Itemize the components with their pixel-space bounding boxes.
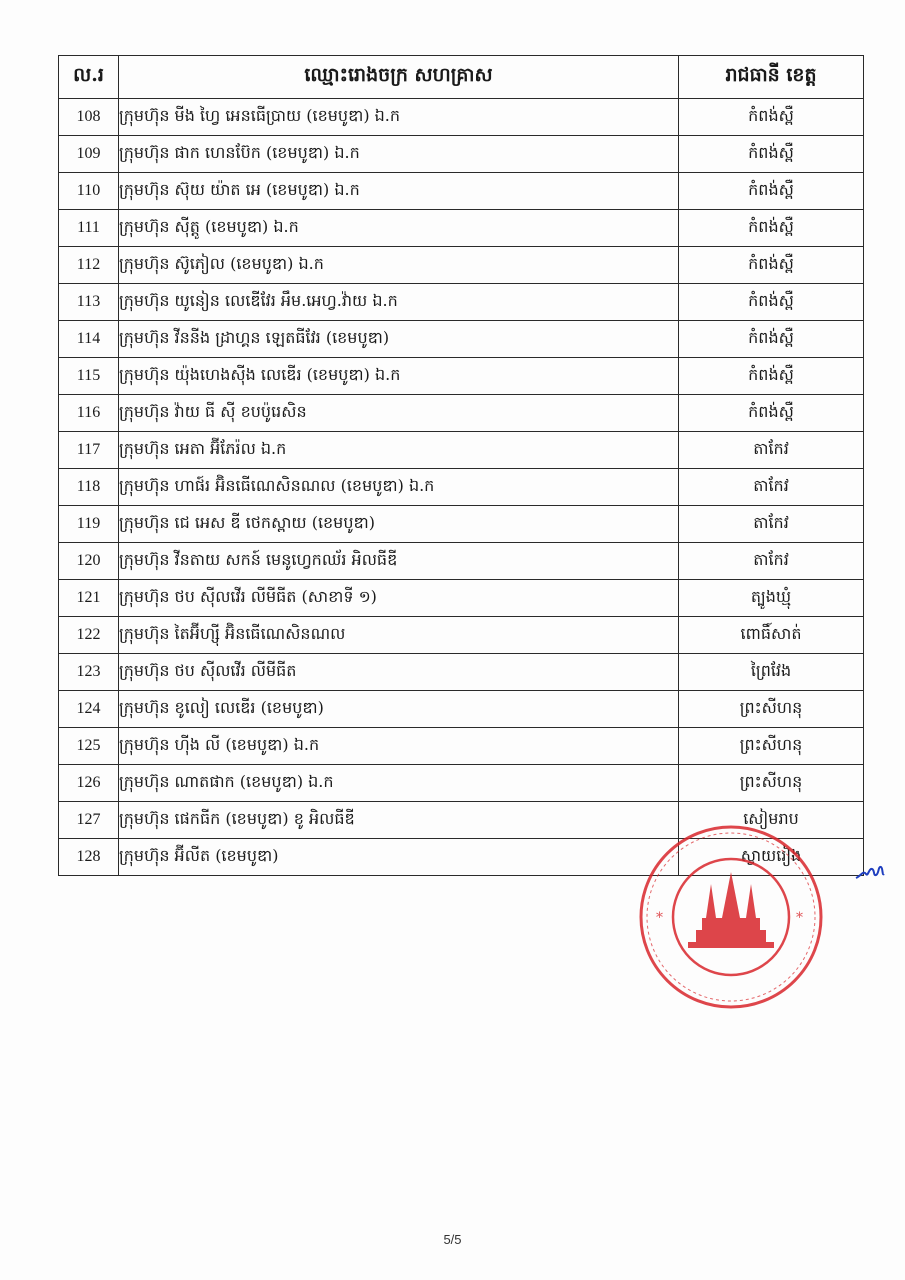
company-name: ក្រុមហ៊ុន ហ៊ីង លី (ខេមបូឌា) ឯ.ក [119, 728, 679, 765]
table-row [59, 432, 864, 469]
province-name: ព្រះសីហនុ [679, 765, 864, 802]
header-province: រាជធានី ខេត្ត [679, 56, 864, 99]
province-name: កំពង់ស្ពឺ [679, 210, 864, 247]
table-row [59, 728, 864, 765]
province-name: កំពង់ស្ពឺ [679, 395, 864, 432]
company-name: ក្រុមហ៊ុន ផាក ហេនប៊ែក (ខេមបូឌា) ឯ.ក [119, 136, 679, 173]
company-name: ក្រុមហ៊ុន តៃអ៊ីហ្ស៊ី អ៊ិនធើណេសិនណល [119, 617, 679, 654]
province-name: ពោធិ៍សាត់ [679, 617, 864, 654]
province-name: ព្រៃវែង [679, 654, 864, 691]
company-name: ក្រុមហ៊ុន ថប ស៊ីលវើរ លីមីធីត [119, 654, 679, 691]
company-name: ក្រុមហ៊ុន វីនតាយ សកន៍ មេនូហ្វេកឈ័រ អិលធីឌី [119, 543, 679, 580]
row-number: 126 [59, 765, 119, 802]
table-row [59, 617, 864, 654]
province-name: កំពង់ស្ពឺ [679, 173, 864, 210]
company-name: ក្រុមហ៊ុន វីននីង ដ្រាហ្គន ឡេតធីវែរ (ខេមបូឌា) [119, 321, 679, 358]
table-row [59, 543, 864, 580]
row-number: 122 [59, 617, 119, 654]
company-name: ក្រុមហ៊ុន ខូលៀ លេឌើរ (ខេមបូឌា) [119, 691, 679, 728]
table-row [59, 284, 864, 321]
company-name: ក្រុមហ៊ុន ថប ស៊ីលវើរ លីមីធីត (សាខាទី ១) [119, 580, 679, 617]
table-row [59, 358, 864, 395]
row-number: 124 [59, 691, 119, 728]
row-number: 110 [59, 173, 119, 210]
province-name: កំពង់ស្ពឺ [679, 321, 864, 358]
row-number: 109 [59, 136, 119, 173]
company-name: ក្រុមហ៊ុន ហាផ៍រ អ៊ិនធើណេសិនណល (ខេមបូឌា) ឯ.ក [119, 469, 679, 506]
row-number: 119 [59, 506, 119, 543]
row-number: 117 [59, 432, 119, 469]
table-row [59, 654, 864, 691]
company-name: ក្រុមហ៊ុន មីង ហ្វៃ អេនធើប្រាយ (ខេមបូឌា) ឯ.ក [119, 99, 679, 136]
table-row [59, 691, 864, 728]
row-number: 118 [59, 469, 119, 506]
company-table [58, 55, 864, 876]
row-number: 128 [59, 839, 119, 876]
svg-text:*: * [796, 910, 803, 926]
row-number: 121 [59, 580, 119, 617]
row-number: 108 [59, 99, 119, 136]
row-number: 120 [59, 543, 119, 580]
page-number: 5/5 [443, 1232, 462, 1247]
company-name: ក្រុមហ៊ុន យូនៀន លេឌើវែរ អឹម.អេហ្វ.វ៉ាយ ឯ.ក [119, 284, 679, 321]
row-number: 113 [59, 284, 119, 321]
company-name: ក្រុមហ៊ុន ស៊ុយ យ៉ាត អេ (ខេមបូឌា) ឯ.ក [119, 173, 679, 210]
official-seal-icon [636, 822, 826, 1012]
province-name: ស្វាយរៀង [679, 839, 864, 876]
province-name: តាកែវ [679, 506, 864, 543]
table-row [59, 210, 864, 247]
province-name: តាកែវ [679, 543, 864, 580]
province-name: ត្បូងឃ្មុំ [679, 580, 864, 617]
row-number: 127 [59, 802, 119, 839]
table-row [59, 136, 864, 173]
table-row [59, 506, 864, 543]
table-row [59, 395, 864, 432]
company-name: ក្រុមហ៊ុន ជេ អេស ឌី ថេកស្ពាយ (ខេមបូឌា) [119, 506, 679, 543]
row-number: 112 [59, 247, 119, 284]
table-row [59, 99, 864, 136]
company-name: ក្រុមហ៊ុន វ៉ាយ ធី ស៊ី ខបប៉ូរេសិន [119, 395, 679, 432]
signature-icon [855, 860, 885, 882]
province-name: កំពង់ស្ពឺ [679, 247, 864, 284]
province-name: កំពង់ស្ពឺ [679, 358, 864, 395]
province-name: ព្រះសីហនុ [679, 691, 864, 728]
company-name: ក្រុមហ៊ុន ស៊ូភៀល (ខេមបូឌា) ឯ.ក [119, 247, 679, 284]
table-row [59, 173, 864, 210]
row-number: 116 [59, 395, 119, 432]
table-row [59, 469, 864, 506]
header-no: ល.រ [59, 56, 119, 99]
table-row [59, 247, 864, 284]
row-number: 115 [59, 358, 119, 395]
province-name: សៀមរាប [679, 802, 864, 839]
province-name: កំពង់ស្ពឺ [679, 136, 864, 173]
svg-text:*: * [656, 910, 663, 926]
company-name: ក្រុមហ៊ុន យ៉ុងហេងស៊ីង លេឌើរ (ខេមបូឌា) ឯ.ក [119, 358, 679, 395]
company-name: ក្រុមហ៊ុន ផេកធីក (ខេមបូឌា) ខូ អិលធីឌី [119, 802, 679, 839]
table-row [59, 580, 864, 617]
province-name: តាកែវ [679, 432, 864, 469]
row-number: 123 [59, 654, 119, 691]
table-row [59, 765, 864, 802]
province-name: ព្រះសីហនុ [679, 728, 864, 765]
row-number: 111 [59, 210, 119, 247]
company-name: ក្រុមហ៊ុន ណាតផាក (ខេមបូឌា) ឯ.ក [119, 765, 679, 802]
company-name: ក្រុមហ៊ុន អេតា អ៊ីភែរ៉ល ឯ.ក [119, 432, 679, 469]
row-number: 125 [59, 728, 119, 765]
table-header-row [59, 56, 864, 99]
province-name: កំពង់ស្ពឺ [679, 284, 864, 321]
company-name: ក្រុមហ៊ុន ស៊ីត្តូ (ខេមបូឌា) ឯ.ក [119, 210, 679, 247]
header-name: ឈ្មោះរោងចក្រ សហគ្រាស [119, 56, 679, 99]
province-name: តាកែវ [679, 469, 864, 506]
company-name: ក្រុមហ៊ុន អ៊ីលីត (ខេមបូឌា) [119, 839, 679, 876]
row-number: 114 [59, 321, 119, 358]
province-name: កំពង់ស្ពឺ [679, 99, 864, 136]
table-row [59, 321, 864, 358]
